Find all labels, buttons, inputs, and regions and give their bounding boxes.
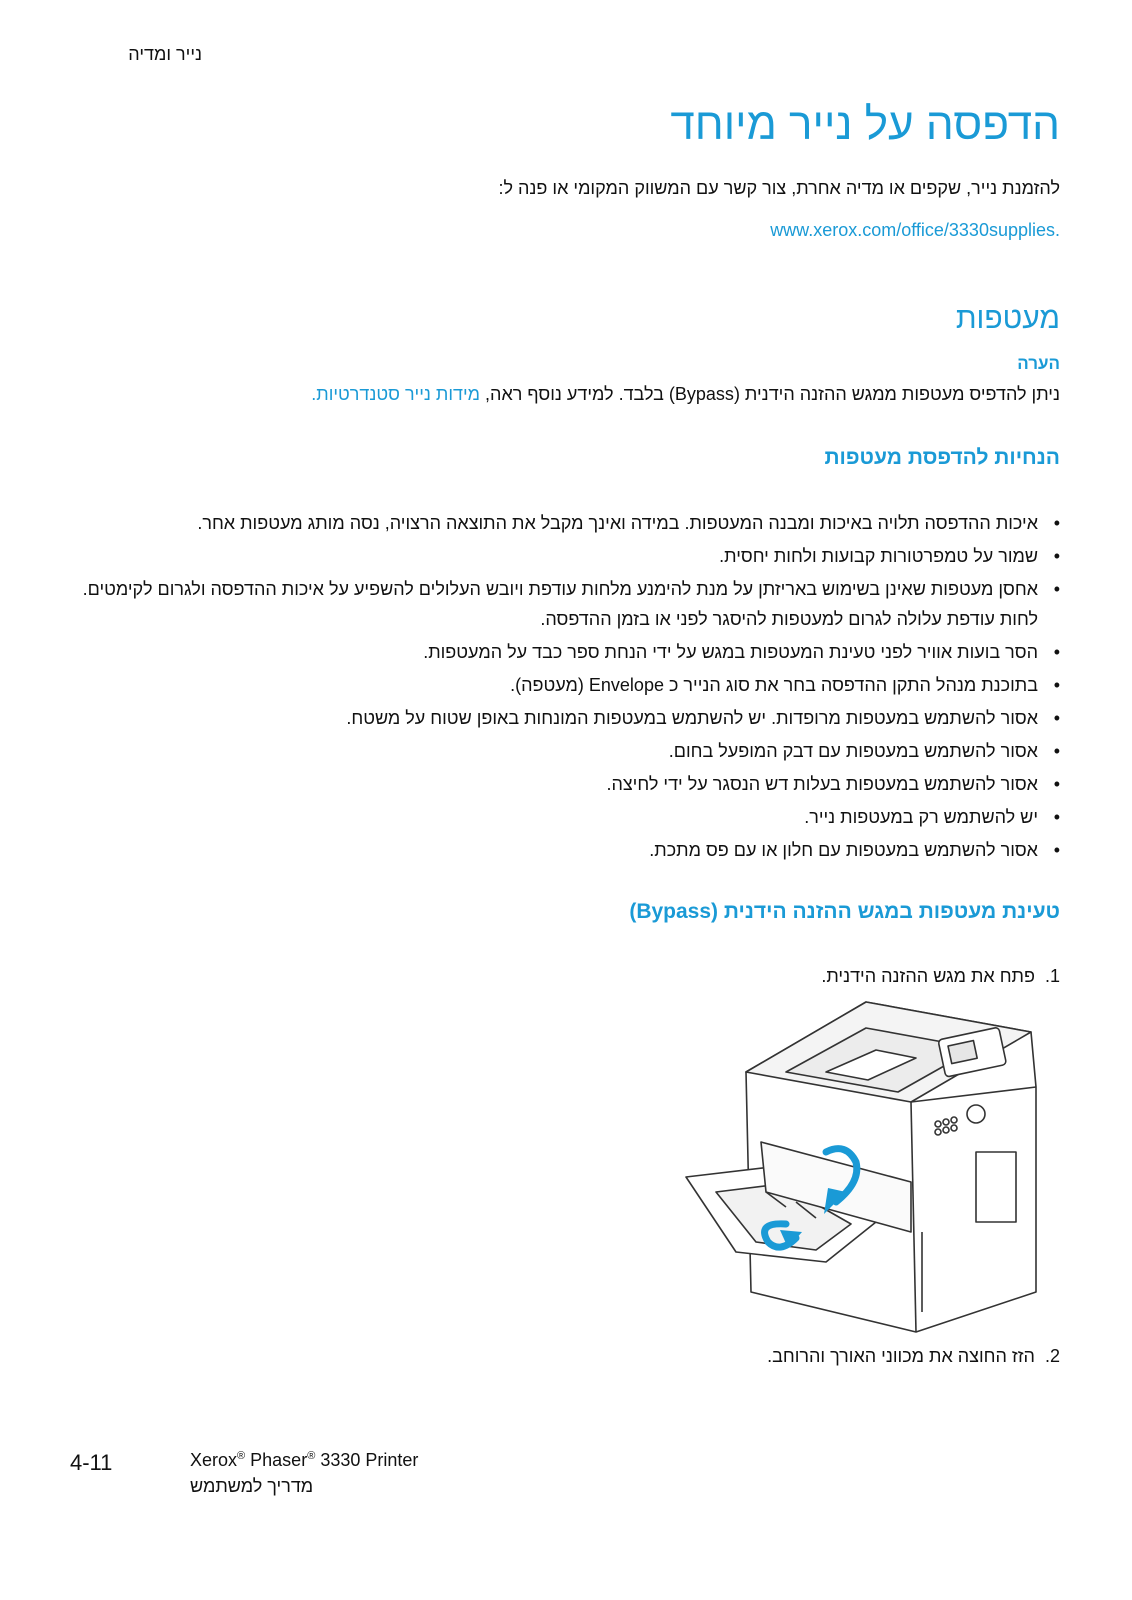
guideline-item: • אסור להשתמש במעטפות עם דבק המופעל בחום. [60, 736, 1060, 766]
standard-sizes-link[interactable]: מידות נייר סטנדרטיות. [311, 384, 481, 404]
printer-bypass-tray-illustration [676, 992, 1056, 1342]
footer-product-name [190, 1450, 418, 1471]
guideline-item: • אסור להשתמש במעטפות מרופדות. יש להשתמש במעטפות המונחות באופן שטוח על משטח. [60, 703, 1060, 733]
loading-heading: טעינת מעטפות במגש ההזנה הידנית (Bypass) [629, 900, 1060, 923]
brand-name: Xerox [190, 1450, 238, 1470]
guideline-item: • אחסן מעטפות שאינן בשימוש באריזתן על מנת להימנע מלחות עודפת ויובש העלולים להשפיע על איכות ההדפסה ולגרום לקימטים. לחות עודפת עלולה לגרום למעטפות להיסגר לפני או בזמן ההדפסה. [60, 574, 1060, 634]
guideline-item: • הסר בועות אוויר לפני טעינת המעטפות במגש על ידי הנחת ספר כבד על המעטפות. [60, 637, 1060, 667]
footer-guide-name: מדריך למשתמש [190, 1476, 314, 1496]
step-text: פתח את מגש ההזנה הידנית. [821, 966, 1035, 986]
guideline-item: • אסור להשתמש במעטפות עם חלון או עם פס מתכת. [60, 835, 1060, 865]
note-text [60, 384, 1060, 405]
guideline-item: • איכות ההדפסה תלויה באיכות ומבנה המעטפות. במידה ואינך מקבל את התוצאה הרצויה, נסה מותג מעטפות אחר. [60, 508, 1060, 538]
registered-mark: ® [307, 1450, 316, 1462]
guidelines-heading: הנחיות להדפסת מעטפות [824, 446, 1060, 469]
page-title: הדפסה על נייר מיוחד [670, 100, 1060, 149]
note-label: הערה [1017, 354, 1060, 373]
page-number: 4-11 [70, 1450, 113, 1475]
step-1 [821, 966, 1060, 987]
step-number: 1. [1044, 966, 1060, 986]
supplies-link[interactable]: www.xerox.com/office/3330supplies. [770, 220, 1060, 240]
step-number: 2. [1044, 1346, 1060, 1366]
guideline-item: • בתוכנת מנהל התקן ההדפסה בחר את סוג הנייר כ Envelope (מעטפה). [60, 670, 1060, 700]
guidelines-list [60, 508, 1060, 868]
model-name: Phaser [250, 1450, 308, 1470]
running-header: נייר ומדיה [128, 44, 202, 64]
intro-paragraph: להזמנת נייר, שקפים או מדיה אחרת, צור קשר עם המשווק המקומי או פנה ל: [498, 178, 1060, 198]
section-title-envelopes: מעטפות [955, 302, 1060, 335]
guideline-item: • אסור להשתמש במעטפות בעלות דש הנסגר על ידי לחיצה. [60, 769, 1060, 799]
registered-mark: ® [237, 1450, 246, 1462]
step-text: הזז החוצה את מכווני האורך והרוחב. [767, 1346, 1035, 1366]
note-body: ניתן להדפיס מעטפות ממגש ההזנה הידנית (Bypass) בלבד. [618, 384, 1060, 404]
model-suffix: 3330 Printer [315, 1450, 419, 1470]
step-2 [767, 1346, 1060, 1367]
guideline-item: • שמור על טמפרטורות קבועות ולחות יחסית. [60, 541, 1060, 571]
note-body-more: למידע נוסף ראה, [480, 384, 619, 404]
guideline-item: • יש להשתמש רק במעטפות נייר. [60, 802, 1060, 832]
